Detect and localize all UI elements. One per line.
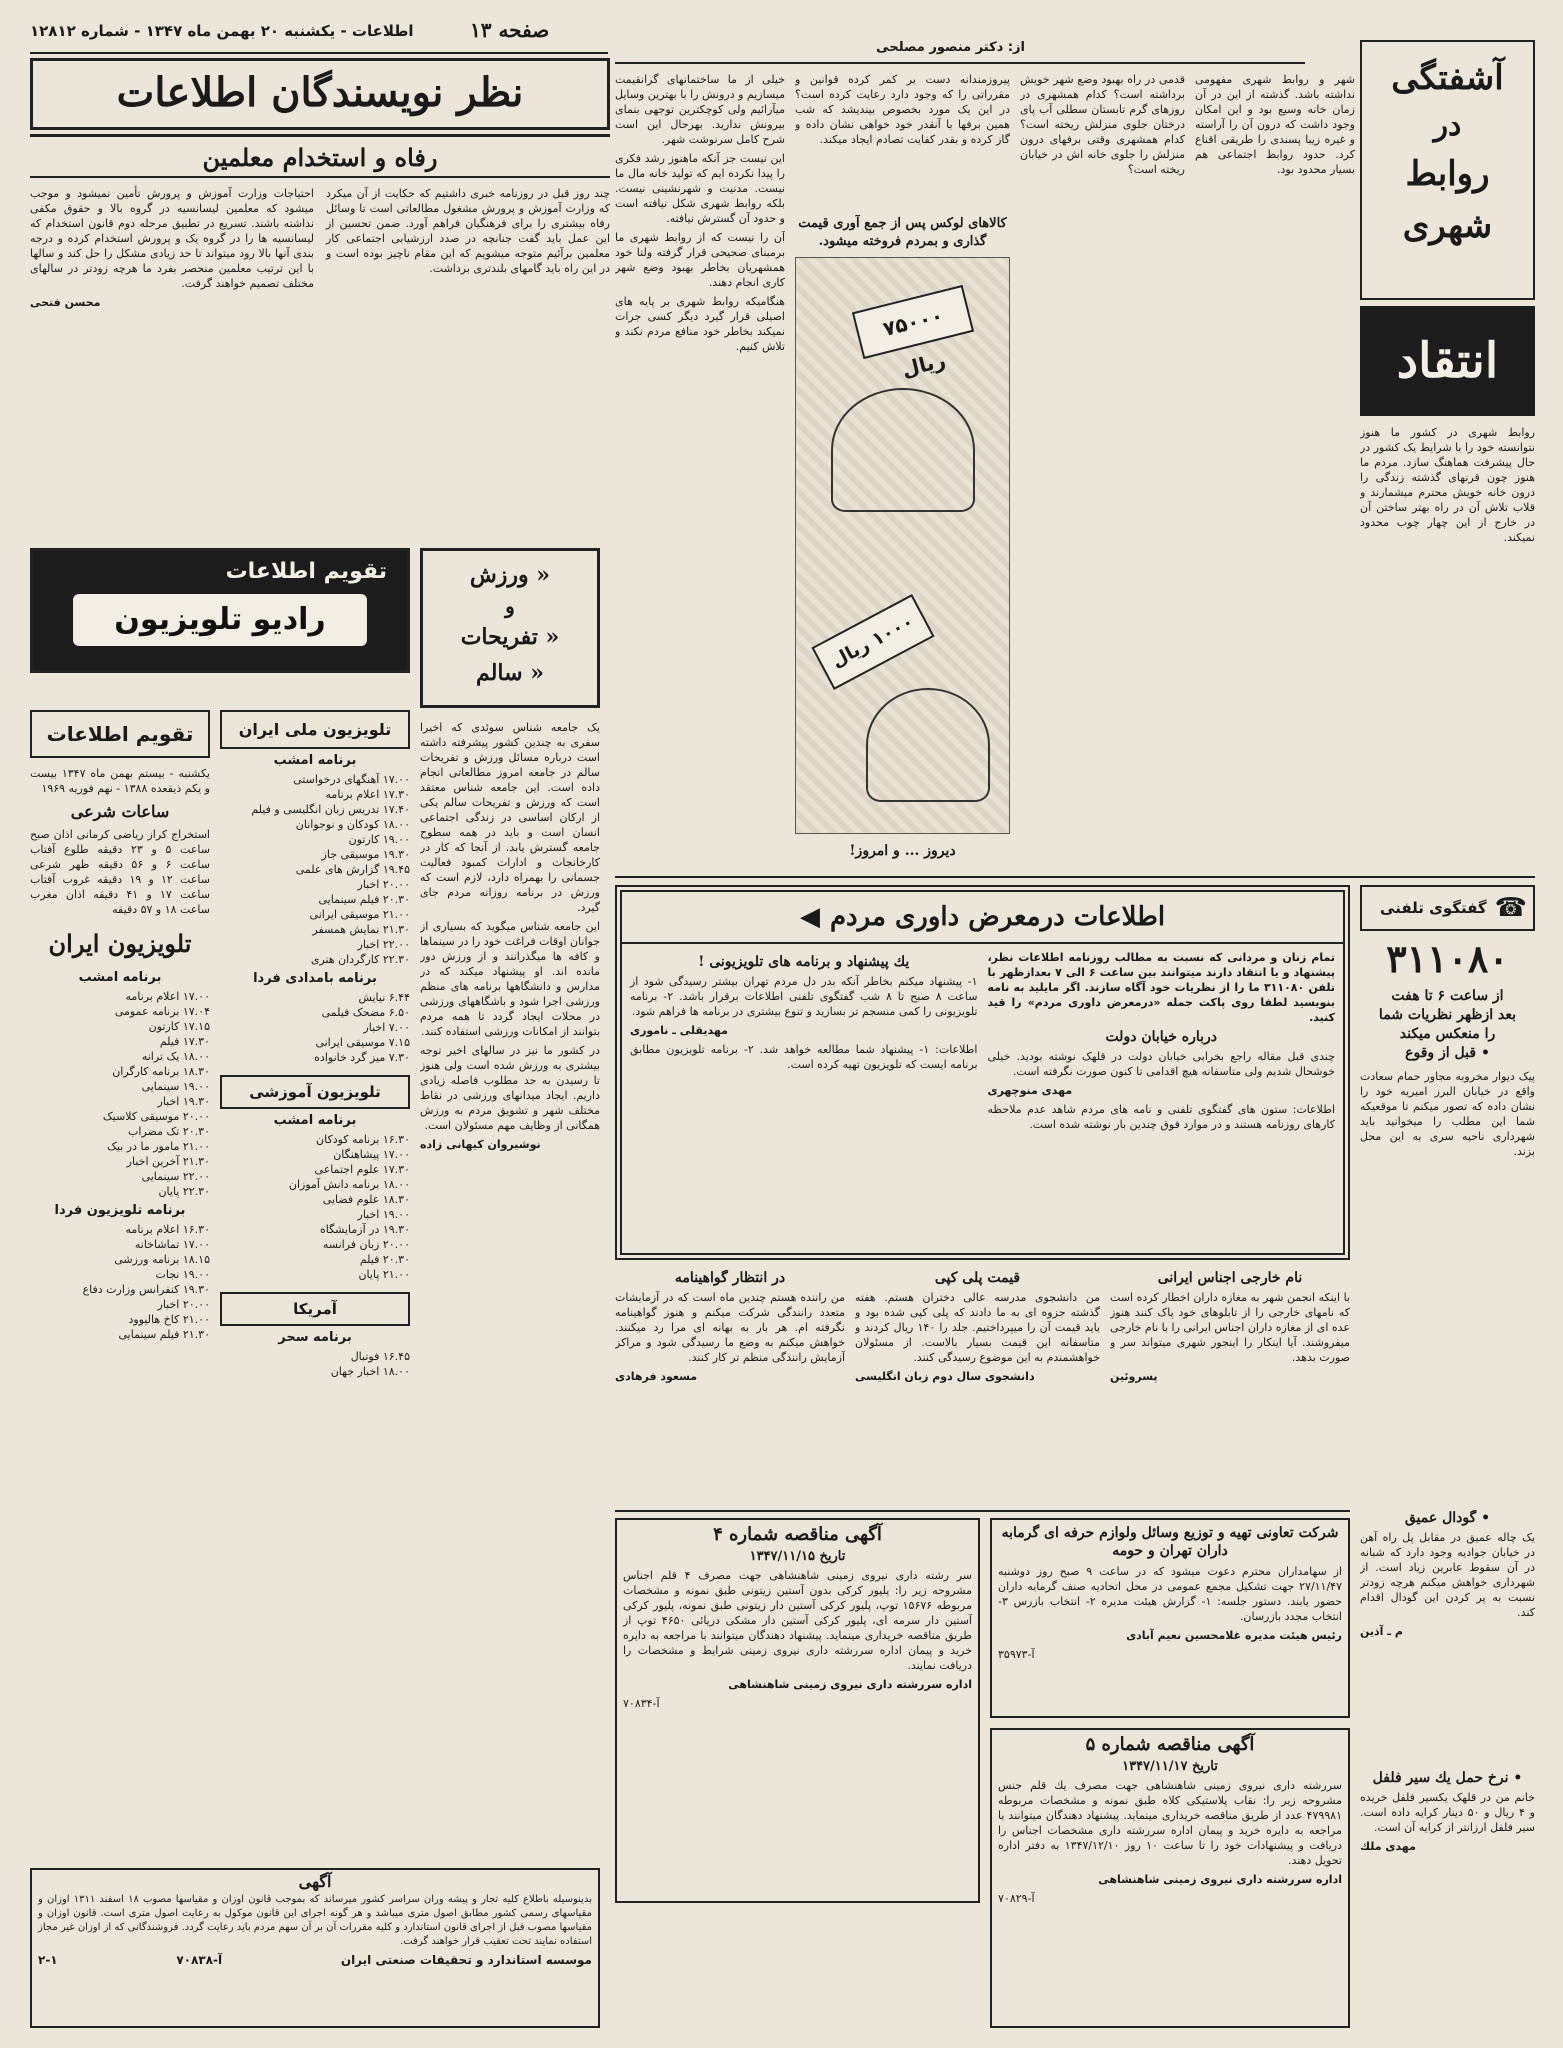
calendar-column <box>30 710 210 2030</box>
banner-calendar: تقویم اطلاعات <box>225 559 387 584</box>
peoples-judgment-box <box>615 885 1350 1260</box>
educ-item: ۲۰.۰۰ زبان فرانسه <box>322 1238 410 1251</box>
teacher-article-title: رفاه و استخدام معلمین <box>30 140 610 178</box>
national-item: ۲۱.۳۰ نمایش همسفر <box>312 923 410 936</box>
cartoon-caption: دیروز ... و امروز! <box>849 843 956 859</box>
sub2-author: مهدی منوچهری <box>987 1084 1073 1097</box>
standards-title: آگهی <box>298 1872 332 1891</box>
tv-iran-item: ۱۹.۳۰ اخبار <box>157 1095 210 1108</box>
sub2-title: درباره خیابان دولت <box>1105 1029 1218 1045</box>
critique-tag <box>1360 306 1535 416</box>
standards-num: ۲-۱ <box>38 1953 58 1967</box>
tender-5-body: سررشته داری نیروی زمینی شاهنشاهی جهت مصرف یك قلم جنس مشروحه زیر را: نقاب پلاستیکی کلاه طبق نمونه و مشخصات مربوطه ۴۷۹۹۸۱ عدد از طریق مناقصه خریداری مینماید. پیشنهاد دهندگان میتوانند با مراجعه به دایره خرید و پیمان اداره سررشته داری مشخصات اجناس را دریافت و پیشنهادات خود را تا ساعت ۱۰ روز ۱۳۴۷/۱۲/۱۰ به دفتر اداره تحویل دهند. <box>998 1779 1342 1867</box>
standards-sign: موسسه استاندارد و تحقیقات صنعتی ایران <box>340 1953 592 1967</box>
gowdal-title: • گودال عمیق <box>1404 1510 1491 1526</box>
national-item: ۱۸.۰۰ کودکان و نوجوانان <box>295 818 410 831</box>
perfume-bottle-drawing <box>831 388 975 512</box>
ashoftegi-body-8: هنگامیکه روابط شهری بر پایه های اصیلی قرار گیرد دیگر کسی جرات نمیکند بخاطر خود منافع مردم نکند و تلاش کنیم. <box>615 295 785 353</box>
national-item: ۲۰.۳۰ فیلم سینمایی <box>318 893 410 906</box>
educ-item: ۱۸.۳۰ علوم فضایی <box>322 1193 410 1206</box>
awaiting-cert-author: مسعود فرهادی <box>615 1370 698 1383</box>
pelicapi-letter <box>855 1270 1100 1505</box>
tv-iran-item: ۱۸.۰۰ یک ترانه <box>141 1050 210 1063</box>
tv-iran-tomorrow-item: ۱۹.۳۰ کنفرانس وزارت دفاع <box>82 1283 210 1296</box>
price-tag-2: ۱۰۰۰ ریال <box>811 594 934 690</box>
sports-title-3: « تفریحات <box>460 624 560 650</box>
tv-iran-tomorrow-item: ۱۹.۰۰ نجات <box>155 1268 210 1281</box>
peoples-judgment-title: اطلاعات درمعرض داوری مردم <box>829 902 1166 932</box>
educ-tonight: برنامه امشب <box>273 1113 357 1128</box>
masthead-title: نظر نویسندگان اطلاعات <box>116 69 524 116</box>
national-tomorrow-item: ۶.۵۰ مضحک فیلمی <box>321 1006 410 1019</box>
masthead <box>30 58 610 130</box>
national-tomorrow-item: ۷.۰۰ اخبار <box>363 1021 410 1034</box>
national-item: ۲۰.۰۰ اخبار <box>357 878 410 891</box>
tv-iran-item: ۱۷.۰۴ برنامه عمومی <box>114 1005 210 1018</box>
sub1-author: مهدیقلی ـ ناموری <box>630 1024 728 1037</box>
sports-title-4: « سالم <box>476 660 544 686</box>
peoples-judgment-intro: تمام زنان و مردانی که نسبت به مطالب روزنامه اطلاعات نظر، پیشنهاد و یا انتقاد دارند میتوانند بین ساعت ۶ الی ۷ بعدازظهر با تلفن ۳۱۱۰۸۰ ما را از نظریات خود آگاه سازند. اگر مایلید به نامه بنویسید لطفا روی پاکت جمله «درمعرض داوری مردم» را قید کنید. <box>987 951 1335 1024</box>
standards-body: بدینوسیله باطلاع کلیه تجار و پیشه وران سراسر کشور میرساند که بموجب قانون اوزان و مقیاسها مصوب ۱۸ اسفند ۱۳۱۱ اوزان و مقیاسهای رسمی کشور مطابق اصول متری میباشد و هر گونه اجرای این قانون موکول به رعایت اصول متری است. قانون اوزان و مقیاسها مصوب قبل از اجرای قانون استاندارد و کلیه مقررات آن بر آن سهم مردم باید رعایت گردد. فروشندگانی که از اوزان غیر مجاز استفاده نمایند تحت تعقیب قرار خواهند گرفت. <box>38 1894 592 1947</box>
telephone-icon: ☎ <box>1494 893 1527 923</box>
sub1-reply: اطلاعات: ۱- پیشنهاد شما مطالعه خواهد شد. ۲- برنامه تلویزیون مطابق برنامه ایست که تلویزیون تهیه کرده است. <box>630 1043 978 1071</box>
ashoftegi-body-1: روابط شهری در کشور ما هنوز نتوانسته خود را با شرایط یک کشور در حال پیشرفت هماهنگ سازد. مردم ما هنوز چون قرنهای گذشته زندگی را درون خانه خویش محترم میشمارند و قلاب تلاش آن در راه بهتر ساختن آن در خارج از این چهار چوب محدود نمیکند. <box>1360 426 1535 544</box>
tv-iran-item: ۲۲.۰۰ سینمایی <box>141 1170 210 1183</box>
coop-title: شرکت تعاونی تهیه و توزیع وسائل ولوازم حرفه ای گرمابه داران تهران و حومه <box>1001 1525 1339 1559</box>
tender-4-notice <box>615 1518 980 1903</box>
tv-iran-item: ۱۷.۳۰ فیلم <box>159 1035 210 1048</box>
telephone-body: پیک دیوار مخروبه مجاور حمام سعادت واقع در خیابان البرز امیریه خود را نشان داده که تصور میکنم تا موقعیکه شما این مطلب را میخوانید باید شهرداری ناحیه سری به این محل بزند. <box>1360 1070 1535 1158</box>
national-tv-schedule <box>220 753 410 1065</box>
foreign-names-body: با اینکه انجمن شهر به مغازه داران اخطار کرده است که نامهای خارجی را از تابلوهای خود پاک کنند هنوز عده ای از مغازه داران اجناس ایرانی را با نام خارجی میفروشند. آیا اینکار را اینجور شهری میتواند سر و صورت بدهد. <box>1110 1291 1350 1364</box>
ashoftegi-title-box <box>1360 40 1535 300</box>
arrow-left-icon: ◀ <box>799 902 820 932</box>
ashoftegi-title-1: آشفتگی <box>1391 58 1504 98</box>
telephone-section <box>1360 885 1535 1305</box>
sub1-title: یك پیشنهاد و برنامه های تلویزیونی ! <box>698 954 910 970</box>
ashoftegi-col-d <box>795 72 1010 212</box>
tv-iran-tonight: برنامه امشب <box>78 970 162 985</box>
tv-iran-tomorrow-item: ۲۱.۰۰ کاخ هالیوود <box>128 1313 210 1326</box>
sub2-reply: اطلاعات: ستون های گفتگوی تلفنی و نامه های مردم شاهد عدم ملاحظه کارهای روزنامه هستند و در موارد فوق چندین بار نوشته شده است. <box>987 1103 1335 1131</box>
teacher-article <box>30 140 610 530</box>
telephone-line-3: را منعکس میکند <box>1399 1026 1496 1042</box>
telephone-line-1: از ساعت ۶ تا هفت <box>1391 988 1504 1004</box>
tender-5-code: آ-۷۰۸۲۹ <box>998 1892 1035 1905</box>
teacher-article-col2: احتیاجات وزارت آموزش و پرورش تأمین نمیشود و موجب میشود که معلمین لیسانسیه در گروه بالا و حقوق مکفی نداشته باشند. تسریع در تطبیق مرحله دوم قانون استخدام که لیسانسیه ها را در گروه یک و پرورش استخدام کرده و درجه بندی آنها بالا رود میتواند تا حد زیادی مشکل را حل کند و سالها با این ترتیب معلمین منحصر بفرد ما هرچه زودتر در سالهای مختلف تصمیم خواهند گرفت. <box>30 187 314 290</box>
awaiting-cert-letter <box>615 1270 845 1505</box>
coop-code: آ-۳۵۹۷۳ <box>998 1648 1035 1661</box>
national-tonight: برنامه امشب <box>273 753 357 768</box>
gowdal-body: یک چاله عمیق در مقابل پل راه آهن در خیابان جوادیه وجود دارد که شبانه در آن سقوط عابرین زیاد است. از شهرداری خواهش میکنم هرچه زودتر نسبت به پر کردن این گودال اقدام کند. <box>1360 1531 1535 1619</box>
pepper-author: مهدی ملك <box>1360 1840 1416 1853</box>
page-number: صفحه ۱۳ <box>470 18 550 42</box>
standards-code: آ-۷۰۸۳۸ <box>176 1953 223 1967</box>
tender-5-date: تاریخ ۱۳۴۷/۱۱/۱۷ <box>1122 1759 1218 1774</box>
tv-iran-item: ۲۱.۳۰ آخرین اخبار <box>126 1155 210 1168</box>
tv-iran-item: ۲۱.۰۰ مامور ما در بیک <box>107 1140 210 1153</box>
foreign-names-title: نام خارجی اجناس ایرانی <box>1157 1270 1303 1286</box>
tv-iran-item: ۱۷.۱۵ کارتون <box>148 1020 210 1033</box>
pelicapi-body: من دانشجوی مدرسه عالی دختران هستم. هفته گذشته جزوه ای به ما دادند که پلی کپی شده بود و باید قیمت آن را میپرداختیم. جلد را ۱۴۰ ریال کردند و متاسفانه این قیمت بسیار بالاست. از مسئولان خواهشمندم به این موضوع رسیدگی کنند. <box>855 1291 1100 1364</box>
educ-item: ۱۷.۰۰ پیشاهنگان <box>333 1148 410 1161</box>
tv-iran-item: ۲۰.۳۰ تک مضراب <box>128 1125 210 1138</box>
educ-item: ۱۹.۰۰ اخبار <box>357 1208 410 1221</box>
america-item: ۱۶.۴۵ فوتبال <box>350 1350 410 1363</box>
foreign-names-letter <box>1110 1270 1350 1505</box>
column-author: از: دکتر منصور مصلحی <box>876 40 1025 55</box>
national-item: ۱۷.۴۰ تدریس زبان انگلیسی و فیلم <box>251 803 410 816</box>
tv-iran-tomorrow-item: ۲۱.۳۰ فیلم سینمایی <box>118 1328 210 1341</box>
standards-notice <box>30 1868 600 2028</box>
tender-5-sign: اداره سررشته داری نیروی زمینی شاهنشاهی <box>1098 1873 1342 1886</box>
coop-notice <box>990 1518 1350 1718</box>
telephone-number: ۳۱۱۰۸۰ <box>1386 936 1509 981</box>
america-tonight: برنامه سحر <box>278 1330 352 1345</box>
ashoftegi-body-7: آن را نیست که از روابط شهری ما برمبنای صحیحی قرار گرفته ولتا خود همشهریان بخاطر بهبود وضع شهر کاری انجام دهند. <box>615 231 785 289</box>
tv-iran-tomorrow-item: ۱۶.۳۰ اعلام برنامه <box>125 1223 210 1236</box>
educ-item: ۱۸.۰۰ برنامه دانش آموزان <box>288 1178 410 1191</box>
pelicapi-author: دانشجوی سال دوم زبان انگلیسی <box>855 1370 1035 1383</box>
tender-4-title: آگهی مناقصه شماره ۴ <box>713 1524 882 1545</box>
critique-tag-text: انتقاد <box>1396 333 1499 389</box>
national-tomorrow: برنامه بامدادی فردا <box>253 971 377 986</box>
ashoftegi-body-5: خیلی از ما ساختمانهای گرانقیمت میسازیم و درونش را با بهترین وسایل میآرائیم ولی کوچکترین توجهی بنمای بیرونش ندارید. بهرحال این است شرح کامل سرنوشت شهر. <box>615 73 785 146</box>
header-date-line: اطلاعات - یکشنبه ۲۰ بهمن ماه ۱۳۴۷ - شماره ۱۲۸۱۲ <box>30 22 414 40</box>
tv-iran-item: ۲۲.۳۰ پایان <box>158 1185 210 1198</box>
pepper-title: • نرخ حمل یك سیر فلفل <box>1372 1770 1523 1786</box>
pelicapi-title: قیمت پلی کپی <box>934 1270 1021 1286</box>
ashoftegi-col-e <box>615 72 785 872</box>
tv-iran-tomorrow-item: ۲۰.۰۰ اخبار <box>157 1298 210 1311</box>
tv-iran-item: ۱۸.۳۰ برنامه کارگران <box>112 1065 210 1078</box>
sports-title-2: و <box>505 594 515 618</box>
calendar-date: یکشنبه - بیستم بهمن ماه ۱۳۴۷ بیست و یکم ذیقعده ۱۳۸۸ - نهم فوریه ۱۹۶۹ <box>30 767 210 795</box>
price-tag-1: ۷۵۰۰۰ ریال <box>852 285 974 359</box>
tender-4-code: آ-۷۰۸۳۴ <box>623 1697 660 1710</box>
tender-4-sign: اداره سررشته داری نیروی زمینی شاهنشاهی <box>728 1678 972 1691</box>
tender-4-date: تاریخ ۱۳۴۷/۱۱/۱۵ <box>749 1549 846 1564</box>
vase-drawing <box>866 688 990 802</box>
educ-tv-title: تلویزیون آموزشی <box>220 1075 410 1109</box>
ashoftegi-col-c <box>1020 72 1185 872</box>
gowdal-author: م ـ آذین <box>1360 1625 1403 1638</box>
awaiting-cert-body: من راننده هستم چندین ماه است که در آزمایشات متعدد رانندگی شرکت میکنم و هنوز گواهینامه نگرفته ام. هر بار به بهانه ای مرا رد میکنند. خواهش میکنم به وضع ما رسیدگی شود و مراکز آزمایش رانندگی منظم تر کار کنند. <box>615 1291 845 1364</box>
ashoftegi-body-4: پیروزمندانه دست بر کمر کرده قوانین و مقرراتی را که وجود دارد رعایت کرده است؟ در این یک مورد بخصوص بیندیشد که شب همین برفها با آنقدر خود خواهی نشان داده و گاز کرده و بقدر کفایت تصادم ایجاد میکند. <box>795 73 1010 146</box>
foreign-names-author: پسروئین <box>1110 1370 1158 1383</box>
sports-body-3: در کشور ما نیز در سالهای اخیر توجه بیشتری به ورزش شده است ولی هنوز تا رسیدن به حد مطلوب فاصله زیادی داریم. ایجاد میدانهای ورزشی در نقاط مختلف شهر و تشویق مردم به ورزش همگانی از وظایف مهم مسئولان است. <box>420 1044 600 1132</box>
national-tv-title: تلویزیون ملی ایران <box>220 710 410 749</box>
national-item: ۲۲.۳۰ کارگردان هنری <box>310 953 410 966</box>
tv-iran-item: ۱۹.۰۰ سینمایی <box>141 1080 210 1093</box>
sports-title-box <box>420 548 600 708</box>
educ-item: ۱۹.۳۰ در آزمایشگاه <box>319 1223 410 1236</box>
ashoftegi-body-2: شهر و روابط شهری مفهومی نداشته باشد. گذشته از این در آن زمان خانه وسیع بود و این امکان وجود داشت که درون آن را آراسته و غیره زیبا پسندی را طریقی اقناع کرد. حدود روابط اجتماعی هم بسیار محدود بود. <box>1195 73 1355 176</box>
tv-iran-item: ۲۰.۰۰ موسیقی کلاسیک <box>102 1110 210 1123</box>
national-item: ۲۲.۰۰ اخبار <box>357 938 410 951</box>
tv-iran-tomorrow-item: ۱۷.۰۰ تماشاخانه <box>134 1238 210 1251</box>
tv-iran-tomorrow-item: ۱۸.۱۵ برنامه ورزشی <box>114 1253 210 1266</box>
tender-5-notice <box>990 1728 1350 2028</box>
banner-radio-tv: رادیو تلویزیون <box>73 594 367 646</box>
ashoftegi-body-6: این نیست جز آنکه ماهنوز رشد فکری را پیدا نکرده ایم که تولید خانه مال ما نیست. مدنیت و شهرنشینی نیست. بلکه روابط شهری شکل نیافته است و حدود آن گسترش نیافته. <box>615 152 785 225</box>
sports-title-1: « ورزش <box>469 562 551 588</box>
national-item: ۲۱.۰۰ موسیقی ایرانی <box>309 908 410 921</box>
ashoftegi-title-2: در <box>1433 108 1462 143</box>
sub2-body: چندی قبل مقاله راجع بخرابی خیابان دولت در قلهک نوشته بودید. خیلی خوشحال شدیم ولی متاسفانه هیچ اقدامی تا کنون صورت نگرفته است. <box>987 1050 1335 1078</box>
national-item: ۱۷.۰۰ آهنگهای درخواستی <box>293 773 410 786</box>
pepper-body: خانم من در قلهک یکسیر فلفل خریده و ۴ ریال و ۵۰ دینار کرایه داده است. سیر فلفل ارزانتر از کرایه آن است. <box>1360 1791 1535 1834</box>
sports-author: نوشیروان کیهانی زاده <box>420 1138 541 1151</box>
ashoftegi-col-a <box>1360 425 1535 875</box>
educ-item: ۱۶.۳۰ برنامه کودکان <box>316 1133 410 1146</box>
telephone-line-4: • قبل از وقوع <box>1405 1045 1490 1061</box>
cartoon-caption-top: کالاهای لوکس پس از جمع آوری قیمت گذاری و بمردم فروخته میشود. <box>798 216 1007 249</box>
cartoon <box>795 215 1010 875</box>
national-tomorrow-item: ۶.۴۴ نیایش <box>358 991 410 1004</box>
national-item: ۱۹.۴۵ گزارش های علمی <box>295 863 410 876</box>
sports-body-1: یک جامعه شناس سوئدی که اخیرا سفری به چندین کشور پیشرفته داشته است درباره مسائل ورزش و تفریحات سالم در جامعه امروز مطالعاتی انجام داده است. این جامعه شناس معتقد است که ورزش و تفریحات سالم یکی از ارکان اساسی در زندگی اجتماعی انسان است و باید در همه سطوح جامعه گسترش یابد. از آنجا که کار در کارخانجات و ادارات کمبود فعالیت جسمانی را بهمراه دارد، لازم است که ورزش در برنامه روزانه مردم جای گیرد. <box>420 721 600 914</box>
tv-iran-schedule <box>30 970 210 1342</box>
shari-title: ساعات شرعی <box>70 802 170 821</box>
tender-4-body: سر رشته داری نیروی زمینی شاهنشاهی جهت مصرف ۴ قلم اجناس مشروحه زیر را: پلیور کرکی بدون آستین زیتونی طبق نمونه و مشخصات مربوطه ۱۵۶۷۶ توپ، پلیور کرکی آستین دار زیتونی طبق نمونه، پلیور کرکی آستین دار سرمه ای، پلیور کرکی آستین دار مشکی دریائی ۴۶۵۰ توپ از طریق مناقصه خریداری مینماید. پیشنهاد دهندگان میتوانند با مراجعه به دایره خرید و پیمان اداره سررشته داری نیروی زمینی شرایط و مشخصات را دریافت نمایند. <box>623 1569 972 1672</box>
cartoon-illustration <box>795 257 1010 834</box>
america-schedule <box>220 1330 410 1379</box>
telephone-line-2: بعد ازظهر نظریات شما <box>1378 1007 1517 1023</box>
sub1-body: ۱- پیشنهاد میکنم بخاطر آنکه بدر دل مردم تهران بیشتر رسیدگی شود از ساعت ۸ صبح تا ۸ شب گفتگوی تلفنی اطلاعات برقرار باشد. ۲- برنامه تلویزیونی را کمی منسجم تر بسازید و تنوع بیشتری در برنامه ها فراهم شود. <box>630 975 978 1018</box>
tv-iran-title: تلویزیون ایران <box>48 929 192 958</box>
america-title: آمریکا <box>220 1292 410 1326</box>
national-item: ۱۷.۳۰ اعلام برنامه <box>325 788 410 801</box>
national-item: ۱۹.۰۰ کارتون <box>348 833 410 846</box>
telephone-title: گفتگوی تلفنی <box>1380 899 1487 917</box>
ashoftegi-col-b <box>1195 72 1355 872</box>
sports-article <box>420 720 600 1860</box>
ashoftegi-title-3: روابط <box>1405 154 1490 194</box>
national-tomorrow-item: ۷.۳۰ میز گرد خانواده <box>314 1051 410 1064</box>
national-tv-column <box>220 710 410 1860</box>
educ-item: ۲۰.۳۰ فیلم <box>359 1253 410 1266</box>
tv-iran-item: ۱۷.۰۰ اعلام برنامه <box>125 990 210 1003</box>
educ-tv-schedule <box>220 1113 410 1282</box>
educ-item: ۲۱.۰۰ پایان <box>358 1268 410 1281</box>
sports-body-2: این جامعه شناس میگوید که بسیاری از جوانان اوقات فراغت خود را در سینماها و کافه ها میگذرانند و از ورزش دور مانده اند. او پیشنهاد میکند که در مدارس و دانشگاهها برنامه های منظم ورزشی اجرا شود و باشگاههای ورزشی در محلات ایجاد گردد تا همه مردم بتوانند از امکانات ورزشی استفاده کنند. <box>420 920 600 1038</box>
america-item: ۱۸.۰۰ اخبار جهان <box>330 1365 410 1378</box>
coop-sign: رئیس هیئت مدیره غلامحسین نعیم آبادی <box>1126 1629 1342 1642</box>
ashoftegi-title-4: شهری <box>1402 206 1493 246</box>
ashoftegi-body-3: قدمی در راه بهبود وضع شهر خویش برداشته است؟ کدام همشهری در روزهای گرم تابستان سطلی آب پای درختان جلوی منزلش ریخته است؟ کدام همشهری وقتی برفهای درون منزلش را جلوی خانه اش در خیابان ریخته است؟ <box>1020 73 1185 176</box>
calendar-box-title: تقویم اطلاعات <box>30 710 210 758</box>
educ-item: ۱۷.۳۰ علوم اجتماعی <box>314 1163 410 1176</box>
column-byline <box>615 40 1305 62</box>
teacher-article-author: محسن فتحی <box>30 296 101 309</box>
national-item: ۱۹.۳۰ موسیقی جاز <box>321 848 410 861</box>
tv-iran-tomorrow: برنامه تلویزیون فردا <box>54 1203 186 1218</box>
coop-body: از سهامداران محترم دعوت میشود که در ساعت ۹ صبح روز دوشنبه ۲۷/۱۱/۴۷ جهت تشکیل مجمع عمومی در محل اتحادیه صنف گرمابه داران حضور یابند. دستور جلسه: ۱- گزارش هیئت مدیره ۲- انتخاب بازرس ۳- انتخاب مجدد بازرسان. <box>998 1565 1343 1623</box>
teacher-article-col1: چند روز قبل در روزنامه خبری داشتیم که حکایت از آن میکرد که وزارت آموزش و پرورش مشغول مطالعاتی است تا وسائل رفاه بیشتری را برای فرهنگیان فراهم آورد. ضمن تحسین از این عمل باید گفت جنانچه در صدد ارزشیابی اجتماعی کار معلمین برآئیم متوجه میشویم که این مقام ناچیز بوده است و در این راه باید گامهای بلندتری برداشت. <box>326 187 610 275</box>
pepper-letter <box>1360 1770 1535 2030</box>
awaiting-cert-title: در انتظار گواهینامه <box>674 1270 786 1286</box>
shari-body: استخراج کراز ریاضی کرمانی اذان صبح ساعت ۵ و ۲۳ دقیقه طلوع آفتاب ساعت ۶ و ۵۶ دقیقه ظهر شرعی ساعت ۱۲ و ۱۹ دقیقه غروب آفتاب ساعت ۱۷ و ۴۱ دقیقه اذان مغرب ساعت ۱۸ و ۵۷ دقیقه <box>30 828 210 916</box>
gowdal-letter <box>1360 1510 1535 1760</box>
radio-tv-banner <box>30 548 410 673</box>
national-tomorrow-item: ۷.۱۵ موسیقی ایرانی <box>315 1036 410 1049</box>
tender-5-title: آگهی مناقصه شماره ۵ <box>1085 1734 1255 1755</box>
